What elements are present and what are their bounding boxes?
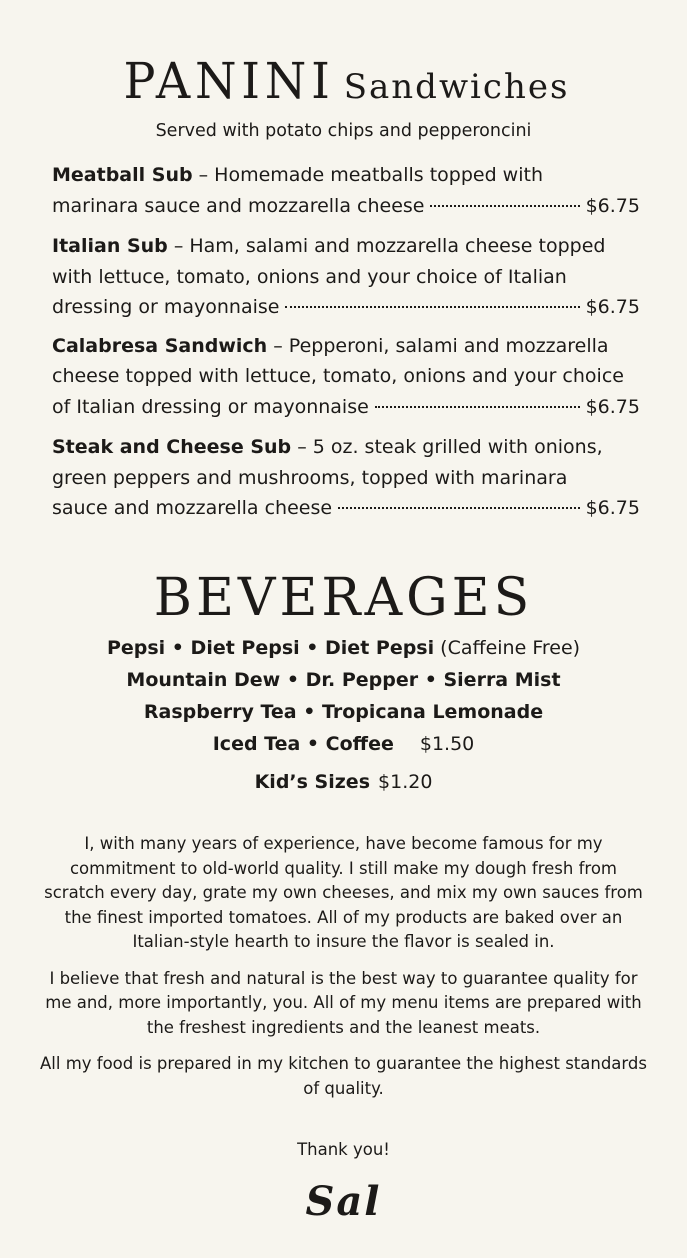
item-name: Steak and Cheese Sub — [52, 436, 292, 458]
item-description: – Ham, salami and mozzarella cheese topped with lettuce, tomato, onions and your choice of Italian — [52, 235, 606, 288]
menu-item-meatball-sub — [52, 160, 640, 221]
beverage-names: Iced Tea • Coffee — [212, 733, 394, 755]
beverage-line — [0, 632, 687, 664]
item-description-end: of Italian dressing or mayonnaise — [52, 395, 369, 418]
kids-sizes-label: Kid’s Sizes — [254, 771, 371, 793]
item-price: $6.75 — [585, 296, 640, 318]
item-description-end: dressing or mayonnaise — [52, 296, 280, 318]
item-description-end: sauce and mozzarella cheese — [52, 497, 333, 519]
dot-leader — [338, 507, 580, 509]
beverage-line: Mountain Dew • Dr. Pepper • Sierra Mist — [126, 669, 561, 691]
menu-item-calabresa-sandwich — [52, 331, 640, 423]
panini-heading — [0, 52, 687, 110]
thank-you-text: Thank you! — [297, 1140, 390, 1159]
sandwiches-title: Sandwiches — [343, 67, 570, 107]
panini-subtitle: Served with potato chips and pepperoncini — [155, 121, 532, 141]
beverage-note: (Caffeine Free) — [434, 637, 581, 659]
signature: Sal — [305, 1178, 382, 1225]
panini-title: PANINI — [123, 52, 335, 110]
dot-leader — [375, 406, 580, 408]
statement-paragraph: I, with many years of experience, have become famous for my commitment to old-world quality. I still make my dough fresh from scratch every day, grate my own cheeses, and mix my own sauces from the finest imported tomatoes. All of my products are baked over an Italian-style hearth to insure the flavor is sealed in. — [44, 834, 643, 951]
owner-statement — [40, 832, 647, 1113]
item-description-end: marinara sauce and mozzarella cheese — [52, 194, 425, 217]
menu-item-steak-and-cheese-sub — [52, 432, 640, 524]
beverage-price: $1.50 — [419, 733, 475, 755]
statement-paragraph: All my food is prepared in my kitchen to guarantee the highest standards of quality. — [40, 1054, 647, 1098]
sandwich-list — [52, 160, 640, 534]
statement-paragraph: I believe that fresh and natural is the best way to guarantee quality for me and, more importantly, you. All of my menu items are prepared with the freshest ingredients and the leanest meats. — [45, 968, 642, 1037]
dot-leader — [285, 306, 579, 308]
beverages-title: BEVERAGES — [153, 568, 534, 628]
item-name: Meatball Sub — [52, 164, 193, 186]
beverage-list — [0, 632, 687, 800]
item-description: – Pepperoni, salami and mozzarella cheese topped with lettuce, tomato, onions and your choice — [52, 334, 624, 387]
beverage-names: Pepsi • Diet Pepsi • Diet Pepsi — [106, 637, 435, 659]
beverage-line — [0, 728, 687, 760]
item-name: Calabresa Sandwich — [52, 334, 268, 357]
item-price: $6.75 — [585, 194, 640, 217]
menu-item-italian-sub — [52, 231, 640, 323]
dot-leader — [430, 205, 579, 207]
beverage-line: Raspberry Tea • Tropicana Lemonade — [143, 701, 544, 723]
item-name: Italian Sub — [52, 235, 168, 257]
kids-sizes-price: $1.20 — [378, 771, 433, 793]
item-price: $6.75 — [585, 395, 640, 418]
item-price: $6.75 — [585, 497, 640, 519]
item-description: – Homemade meatballs topped with — [192, 164, 543, 186]
kids-sizes-line — [0, 764, 687, 800]
item-description: – 5 oz. steak grilled with onions, green peppers and mushrooms, topped with marinara — [52, 436, 603, 489]
